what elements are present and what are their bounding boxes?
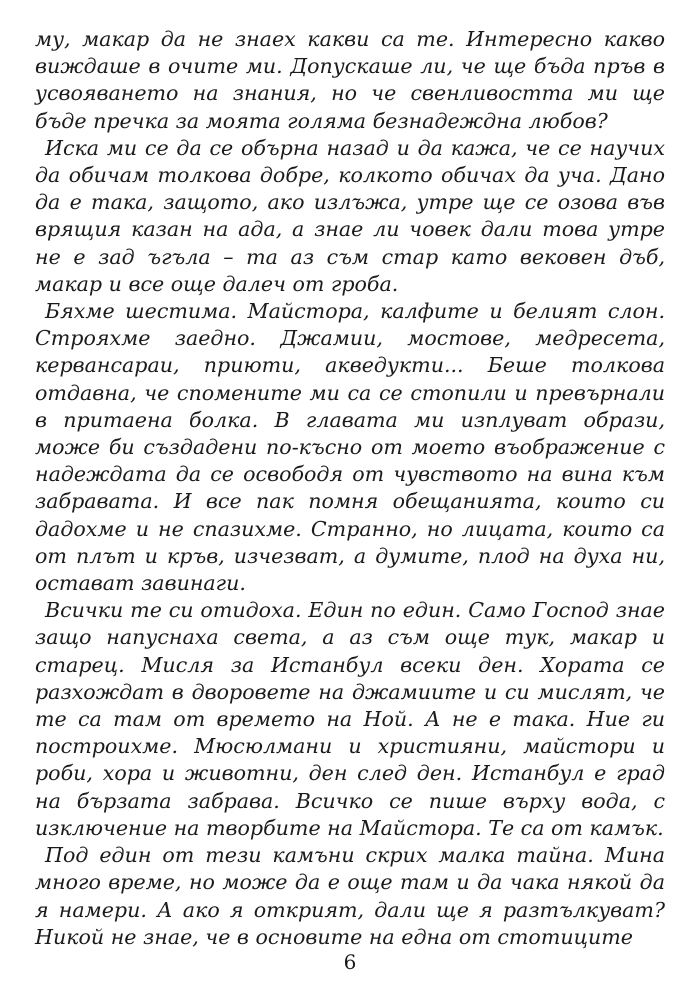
page-body <box>35 26 665 951</box>
paragraph-continuation: му, макар да не знаех какви са те. Интересно какво виждаше в очите ми. Допускаше ли, че ще бъда пръв в усвояването на знания, но че свенливостта ми ще бъде пречка за моята голяма безнадеждна любов? <box>35 27 665 133</box>
paragraph: Под един от тези камъни скрих малка тайна. Мина много време, но може да е още там и да чака някой да я намери. А ако я открият, дали ще я разтълкуват? Никой не знае, че в основите на една от стотиците <box>35 843 665 949</box>
page-number: 6 <box>343 950 357 974</box>
paragraph: Всички те си отидоха. Един по един. Само Господ знае защо напуснаха света, а аз съм още тук, макар и старец. Мисля за Истанбул всеки ден. Хората се разхождат в дворовете на джамиите и си мислят, че те са там от времето на Ной. А не е така. Ние ги построихме. Мюсюлмани и християни, майстори и роби, хора и животни, ден след ден. Истанбул е град на бързата забрава. Всичко се пише върху вода, с изключение на творбите на Майстора. Те са от камък. <box>35 598 665 840</box>
paragraph: Бяхме шестима. Майстора, калфите и белият слон. Строяхме заедно. Джамии, мостове, медресета, кервансараи, приюти, акведукти... Беше толкова отдавна, че спомените ми са се стопили и превърнали в притаена болка. В главата ми изплуват образи, може би създадени по-късно от моето въображение с надеждата да се освободя от чувството на вина към забравата. И все пак помня обещанията, които си дадохме и не спазихме. Странно, но лицата, които са от плът и кръв, изчезват, а думите, плод на духа ни, остават завинаги. <box>35 299 665 596</box>
paragraph: Иска ми се да се обърна назад и да кажа, че се научих да обичам толкова добре, колкото обичах да уча. Дано да е така, защото, ако излъжа, утре ще се озова във врящия казан на ада, а знае ли човек дали това утре не е зад ъгъла – та аз съм стар като вековен дъб, макар и все още далеч от гроба. <box>35 135 665 296</box>
